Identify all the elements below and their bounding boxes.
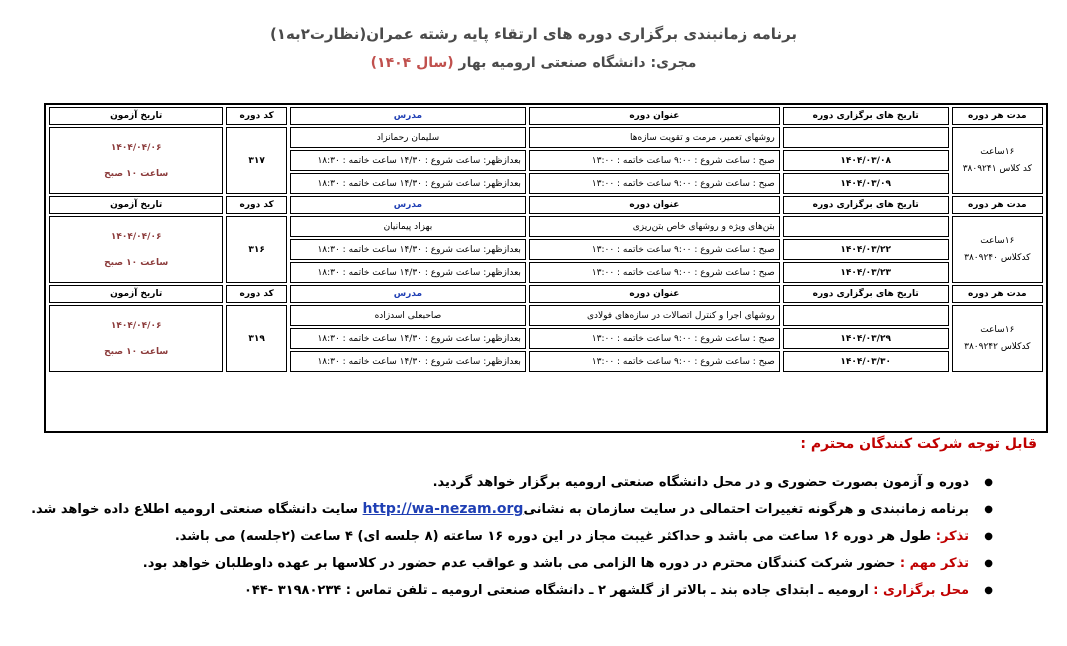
- session-date: ۱۴۰۴/۰۳/۲۲: [783, 239, 949, 260]
- exam-date: ۱۴۰۴/۰۴/۰۶: [110, 320, 162, 331]
- subtitle-prefix: مجری: دانشگاه صنعتی ارومیه بهار: [458, 55, 697, 71]
- notice-text: برنامه زمانبندی و هرگونه تغییرات احتمالی در سایت سازمان به نشانی: [523, 502, 969, 517]
- col-header-code: کد دوره: [226, 196, 287, 214]
- course-title: بتن‌های ویژه و روشهای خاص بتن‌ریزی: [529, 216, 780, 237]
- notice-item-important: [0, 555, 993, 582]
- notice-title: قابل توجه شرکت کنندگان محترم :: [800, 436, 1037, 452]
- website-link[interactable]: http://wa-nezam.org: [362, 501, 524, 517]
- morning-slot: صبح : ساعت شروع : ۹:۰۰ ساعت خاتمه : ۱۳:۰۰: [529, 351, 780, 372]
- notice-list: [0, 474, 993, 609]
- col-header-duration: مدت هر دوره: [952, 107, 1043, 125]
- afternoon-slot: بعدازظهر: ساعت شروع : ۱۴/۳۰ ساعت خاتمه : ۱۸:۳۰: [290, 328, 526, 349]
- course-title: روشهای تعمیر، مرمت و تقویت سازه‌ها: [529, 127, 780, 148]
- col-header-code: کد دوره: [226, 285, 287, 303]
- header-row: [49, 285, 1043, 303]
- course-code: ۳۱۷: [226, 127, 287, 194]
- subtitle-year: (سال ۱۴۰۴): [370, 55, 454, 71]
- course-title: روشهای اجرا و کنترل اتصالات در سازه‌های فولادی: [529, 305, 780, 326]
- session-date: ۱۴۰۴/۰۳/۲۳: [783, 262, 949, 283]
- notice-item-absence: [0, 528, 993, 555]
- instructor-name: صاحبعلی اسدزاده: [290, 305, 526, 326]
- exam-cell: [49, 305, 223, 372]
- header-row: [49, 107, 1043, 125]
- col-header-exam: تاریخ آزمون: [49, 107, 223, 125]
- notice-text: سایت دانشگاه صنعتی ارومیه اطلاع داده خواهد شد.: [31, 502, 359, 517]
- col-header-code: کد دوره: [226, 107, 287, 125]
- session-date: ۱۴۰۴/۰۳/۲۹: [783, 328, 949, 349]
- notice-text: حضور شرکت کنندگان محترم در دوره ها الزامی می باشد و عواقب عدم حضور در کلاسها بر عهده داوطلبان خواهد بود.: [142, 556, 896, 571]
- col-header-title: عنوان دوره: [529, 285, 780, 303]
- col-header-duration: مدت هر دوره: [952, 285, 1043, 303]
- col-header-title: عنوان دوره: [529, 196, 780, 214]
- col-header-dates: تاریخ های برگزاری دوره: [783, 107, 949, 125]
- col-header-instructor: مدرس: [290, 285, 526, 303]
- class-code: کدکلاس ۳۸۰۹۲۴۰: [964, 252, 1031, 263]
- notice-item-website: [0, 501, 993, 528]
- col-header-duration: مدت هر دوره: [952, 196, 1043, 214]
- dates-blank-cell: [783, 127, 949, 148]
- course-code: ۳۱۹: [226, 305, 287, 372]
- notice-label: تذکر:: [935, 529, 969, 544]
- notice-label: محل برگزاری :: [873, 583, 969, 598]
- duration-hours: ۱۶ساعت: [980, 146, 1015, 157]
- notice-text: ارومیه ـ ابتدای جاده بند ـ بالاتر از گلشهر ۲ ـ دانشگاه صنعتی ارومیه ـ تلفن تماس : ۳۱۹۸۰۲۳۴ -۰۴۴: [243, 583, 869, 598]
- afternoon-slot: بعدازظهر: ساعت شروع : ۱۴/۳۰ ساعت خاتمه : ۱۸:۳۰: [290, 262, 526, 283]
- duration-cell: [952, 305, 1043, 372]
- afternoon-slot: بعدازظهر: ساعت شروع : ۱۴/۳۰ ساعت خاتمه : ۱۸:۳۰: [290, 173, 526, 194]
- exam-date: ۱۴۰۴/۰۴/۰۶: [110, 142, 162, 153]
- dates-blank-cell: [783, 216, 949, 237]
- page-subtitle: [0, 55, 1067, 71]
- col-header-dates: تاریخ های برگزاری دوره: [783, 196, 949, 214]
- session-date: ۱۴۰۴/۰۳/۰۹: [783, 173, 949, 194]
- course-row: [49, 216, 1043, 237]
- notice-label: تذکر مهم :: [899, 556, 969, 571]
- course-row: [49, 127, 1043, 148]
- header-row: [49, 196, 1043, 214]
- instructor-name: بهزاد پیمانیان: [290, 216, 526, 237]
- notice-text: دوره و آزمون بصورت حضوری و در محل دانشگاه صنعتی ارومیه برگزار خواهد گردید.: [432, 475, 969, 490]
- course-row: [49, 305, 1043, 326]
- class-code: کدکلاس ۳۸۰۹۲۴۲: [964, 341, 1031, 352]
- col-header-instructor: مدرس: [290, 196, 526, 214]
- exam-time: ساعت ۱۰ صبح: [104, 257, 169, 268]
- duration-cell: [952, 216, 1043, 283]
- exam-cell: [49, 127, 223, 194]
- class-code: کد کلاس ۳۸۰۹۲۴۱: [962, 163, 1032, 174]
- duration-hours: ۱۶ساعت: [980, 324, 1015, 335]
- exam-date: ۱۴۰۴/۰۴/۰۶: [110, 231, 162, 242]
- duration-cell: [952, 127, 1043, 194]
- page-title: برنامه زمانبندی برگزاری دوره های ارتقاء پایه رشته عمران(نظارت۲به۱): [269, 25, 798, 43]
- col-header-title: عنوان دوره: [529, 107, 780, 125]
- morning-slot: صبح : ساعت شروع : ۹:۰۰ ساعت خاتمه : ۱۳:۰۰: [529, 328, 780, 349]
- afternoon-slot: بعدازظهر: ساعت شروع : ۱۴/۳۰ ساعت خاتمه : ۱۸:۳۰: [290, 150, 526, 171]
- notice-item-location: [0, 582, 993, 609]
- col-header-instructor: مدرس: [290, 107, 526, 125]
- notice-text: طول هر دوره ۱۶ ساعت می باشد و حداکثر غیبت مجاز در این دوره ۱۶ ساعته (۸ جلسه ای) ۴ ساعت (۲جلسه) می باشد.: [174, 529, 932, 544]
- course-schedule-table: [44, 103, 1048, 433]
- morning-slot: صبح : ساعت شروع : ۹:۰۰ ساعت خاتمه : ۱۳:۰۰: [529, 262, 780, 283]
- exam-cell: [49, 216, 223, 283]
- morning-slot: صبح : ساعت شروع : ۹:۰۰ ساعت خاتمه : ۱۳:۰۰: [529, 173, 780, 194]
- morning-slot: صبح : ساعت شروع : ۹:۰۰ ساعت خاتمه : ۱۳:۰۰: [529, 150, 780, 171]
- notice-item-attendance: [0, 474, 993, 501]
- exam-time: ساعت ۱۰ صبح: [104, 346, 169, 357]
- exam-time: ساعت ۱۰ صبح: [104, 168, 169, 179]
- instructor-name: سلیمان رحمانزاد: [290, 127, 526, 148]
- col-header-exam: تاریخ آزمون: [49, 196, 223, 214]
- session-date: ۱۴۰۴/۰۳/۰۸: [783, 150, 949, 171]
- afternoon-slot: بعدازظهر: ساعت شروع : ۱۴/۳۰ ساعت خاتمه : ۱۸:۳۰: [290, 239, 526, 260]
- session-date: ۱۴۰۴/۰۳/۳۰: [783, 351, 949, 372]
- course-table: [46, 105, 1046, 374]
- afternoon-slot: بعدازظهر: ساعت شروع : ۱۴/۳۰ ساعت خاتمه : ۱۸:۳۰: [290, 351, 526, 372]
- col-header-dates: تاریخ های برگزاری دوره: [783, 285, 949, 303]
- duration-hours: ۱۶ساعت: [980, 235, 1015, 246]
- dates-blank-cell: [783, 305, 949, 326]
- col-header-exam: تاریخ آزمون: [49, 285, 223, 303]
- morning-slot: صبح : ساعت شروع : ۹:۰۰ ساعت خاتمه : ۱۳:۰۰: [529, 239, 780, 260]
- course-code: ۳۱۶: [226, 216, 287, 283]
